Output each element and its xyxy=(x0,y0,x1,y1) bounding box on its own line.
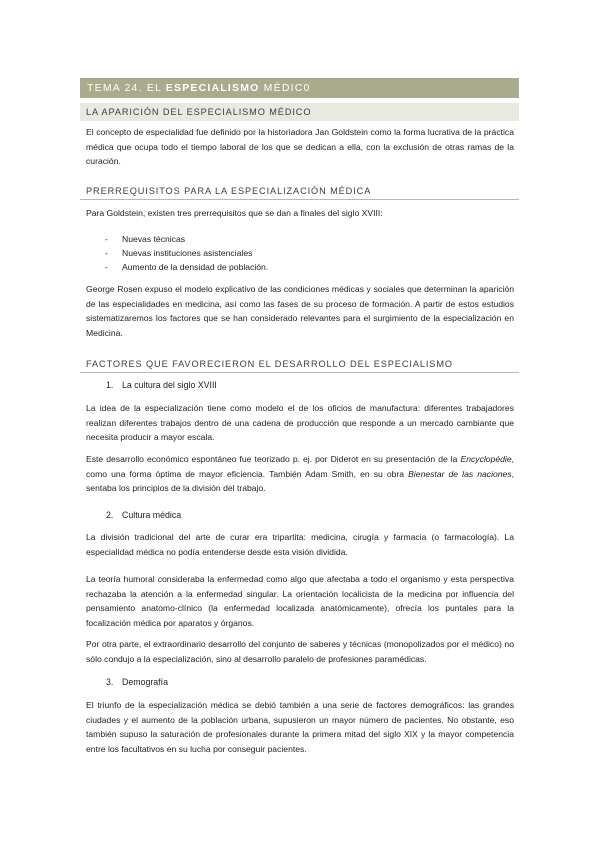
item-number: 3. xyxy=(106,677,114,687)
section-heading-aparicion: LA APARICIÓN DEL ESPECIALISMO MÉDICO xyxy=(80,103,519,121)
list-item: - Aumento de la densidad de población. xyxy=(105,262,269,272)
list-item: - Nuevas instituciones asistenciales xyxy=(105,248,253,258)
paragraph-concepto: El concepto de especialidad fue definido por la historiadora Jan Goldstein como la forma lucrativa de la práctica médica que ocupa todo el tiempo laboral de los que se dedican a ella, con la exclusión de otras ramas de la curación. xyxy=(86,127,514,167)
item-label: La cultura del siglo XVIII xyxy=(122,380,217,390)
numbered-heading-cultura-medica xyxy=(106,510,181,520)
list-item: - Nuevas técnicas xyxy=(105,234,186,244)
paragraph-rosen: George Rosen expuso el modelo explicativo de las condiciones médicas y sociales que determinan la aparición de las especialidades en medicina, así como las fases de su proceso de formación. A partir de estos estudios sistematizaremos los factores que se han considerado relevantes para el surgimiento de la especialización en Medicina. xyxy=(86,284,514,338)
item-number: 1. xyxy=(106,380,114,390)
paragraph-triunfo: El triunfo de la especialización médica se debió también a una serie de factores demográficos: las grandes ciudades y el aumento de la población urbana, supusieron un mayor número de pacientes. No obstante, eso también supuso la saturación de profesionales durante la primera mitad del siglo XIX y la mayor competencia entre los facultativos en su lucha por conseguir pacientes. xyxy=(86,700,514,754)
numbered-heading-demografia xyxy=(106,677,168,687)
text-italic: Encyclopédie xyxy=(460,454,512,464)
item-number: 2. xyxy=(106,510,114,520)
paragraph-teoria-humoral: La teoría humoral consideraba la enfermedad como algo que afectaba a todo el organismo y esta perspectiva rechazaba la atención a la enfermedad singular. La orientación localicista de la medicina por influencia del pensamiento anatomo-clínico (la enfermedad localizada anatómicamente), ofrecía los puntales para la focalización médica por aparatos y órganos. xyxy=(86,574,514,628)
paragraph-diderot xyxy=(86,452,514,496)
item-label: Cultura médica xyxy=(122,510,182,520)
text-run: , como una forma óptima de mayor eficiencia. También Adam Smith, en su obra xyxy=(86,454,514,479)
list-item-text: Nuevas instituciones asistenciales xyxy=(122,248,253,258)
item-label: Demografía xyxy=(122,677,168,687)
list-item-text: Aumento de la densidad de población. xyxy=(122,262,269,272)
title-suffix: MÉDIC0 xyxy=(259,82,311,94)
title-prefix: TEMA 24. EL xyxy=(87,82,166,94)
list-item-text: Nuevas técnicas xyxy=(122,234,186,244)
paragraph-division-tradicional: La división tradicional del arte de curar era tripartita: medicina, cirugía y farmacia (o farmacología). La especialidad médica no podía entenderse desde esta visión dividida. xyxy=(86,532,514,557)
numbered-heading-cultura-siglo xyxy=(106,380,217,390)
document-title xyxy=(80,78,519,98)
paragraph-manufactura: La idea de la especialización tiene como modelo el de los oficios de manufactura: diferentes trabajadores realizan diferentes trabajos dentro de una cadena de producción que responde a un mercado cambiante que necesita producir a mayor escala. xyxy=(86,403,514,443)
section-heading-factores: FACTORES QUE FAVORECIERON EL DESARROLLO DEL ESPECIALISMO xyxy=(80,359,519,373)
paragraph-goldstein-intro: Para Goldstein, existen tres prerrequisitos que se dan a finales del siglo XVIII: xyxy=(86,208,383,218)
text-run: , sentaba los principios de la división del trabajo. xyxy=(86,468,515,494)
paragraph-saberes-tecnicas: Por otra parte, el extraordinario desarrollo del conjunto de saberes y técnicas (monopolizados por el médico) no sólo condujo a la especialización, sino al desarrollo paralelo de profesiones paramédicas. xyxy=(86,639,514,664)
section-heading-prerrequisitos: PRERREQUISITOS PARA LA ESPECIALIZACIÓN MÉDICA xyxy=(80,186,519,200)
text-italic: Bienestar de las naciones xyxy=(408,468,512,479)
title-bold: ESPECIALISMO xyxy=(165,82,260,94)
text-run: Este desarrollo económico espontáneo fue teorizado p. ej. por Diderot en su presentación de la xyxy=(86,454,461,464)
